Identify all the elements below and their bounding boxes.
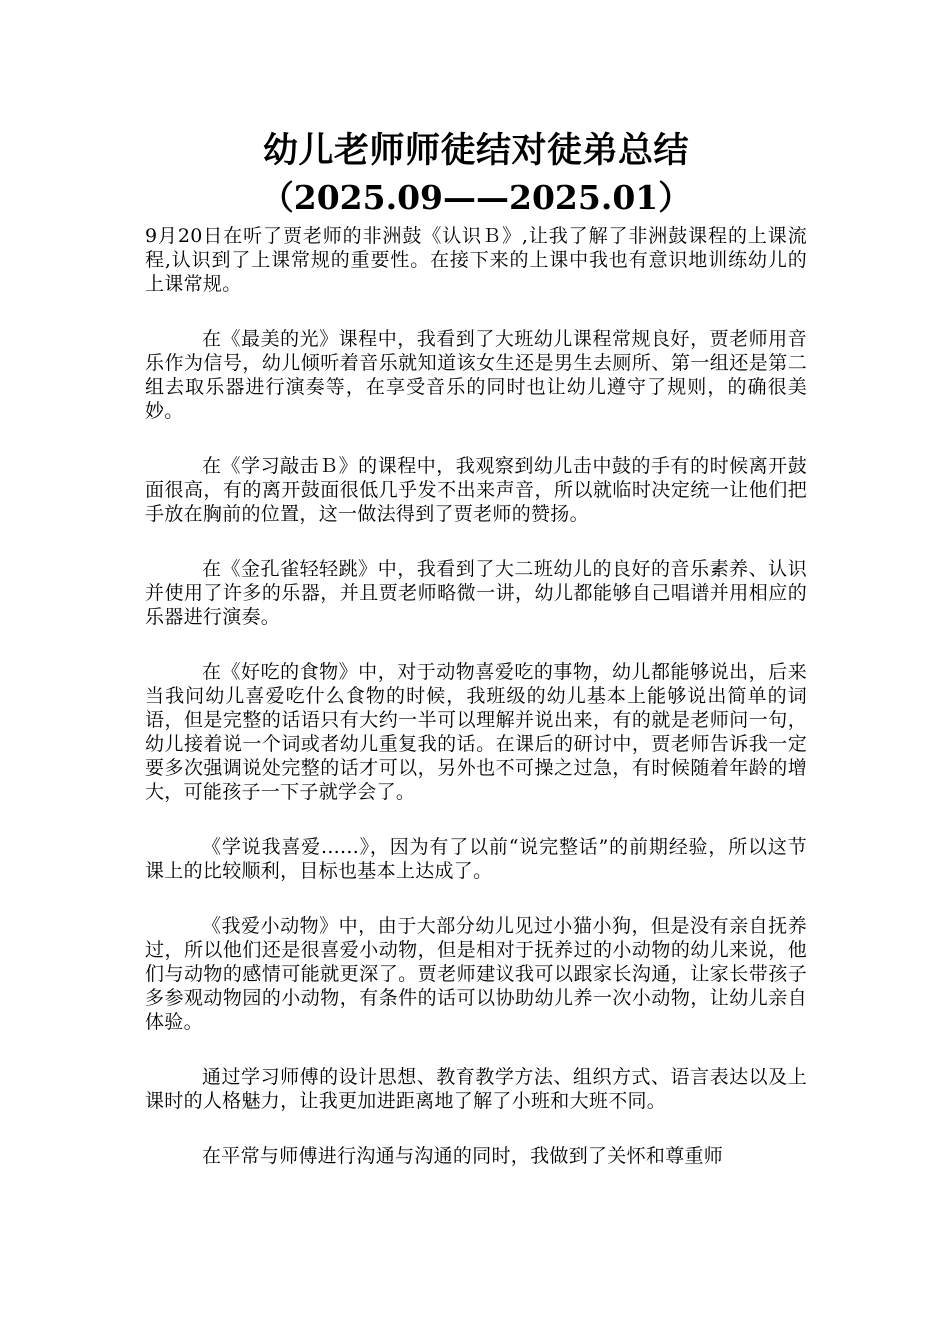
paragraph: 9月20日在听了贾老师的非洲鼓《认识Ｂ》,让我了解了非洲鼓课程的上课流程,认识到了上课常规的重要性。在接下来的上课中我也有意识地训练幼儿的上课常规。 xyxy=(145,225,807,295)
paragraph: 在《好吃的食物》中，对于动物喜爱吃的事物，幼儿都能够说出，后来当我问幼儿喜爱吃什么食物的时候，我班级的幼儿基本上能够说出简单的词语，但是完整的话语只有大约一半可以理解并说出来，有的就是老师问一句，幼儿接着说一个词或者幼儿重复我的话。在课后的研讨中，贾老师告诉我一定要多次强调说处完整的话才可以，另外也不可操之过急，有时候随着年龄的增大，可能孩子一下子就学会了。 xyxy=(145,661,807,803)
document-date-range: （2025.09——2025.01） xyxy=(260,178,692,217)
paragraph: 在《金孔雀轻轻跳》中，我看到了大二班幼儿的良好的音乐素养、认识并使用了许多的乐器，并且贾老师略微一讲，幼儿都能够自己唱谱并用相应的乐器进行演奏。 xyxy=(145,558,807,628)
paragraph: 在《学习敲击Ｂ》的课程中，我观察到幼儿击中鼓的手有的时候离开鼓面很高，有的离开鼓面很低几乎发不出来声音，所以就临时决定统一让他们把手放在胸前的位置，这一做法得到了贾老师的赞扬。 xyxy=(145,455,807,525)
paragraph: 《学说我喜爱......》，因为有了以前“说完整话”的前期经验，所以这节课上的比较顺利，目标也基本上达成了。 xyxy=(145,836,807,882)
paragraph: 在《最美的光》课程中，我看到了大班幼儿课程常规良好，贾老师用音乐作为信号，幼儿倾听着音乐就知道该女生还是男生去厕所、第一组还是第二组去取乐器进行演奏等，在享受音乐的同时也让幼儿遵守了规则，的确很美妙。 xyxy=(145,328,807,422)
paragraph: 通过学习师傅的设计思想、教育教学方法、组织方式、语言表达以及上课时的人格魅力，让我更加进距离地了解了小班和大班不同。 xyxy=(145,1066,807,1112)
paragraph: 《我爱小动物》中，由于大部分幼儿见过小猫小狗，但是没有亲自抚养过，所以他们还是很喜爱小动物，但是相对于抚养过的小动物的幼儿来说，他们与动物的感情可能就更深了。贾老师建议我可以跟家长沟通，让家长带孩子多参观动物园的小动物，有条件的话可以协助幼儿养一次小动物，让幼儿亲自体验。 xyxy=(145,915,807,1033)
paragraph: 在平常与师傅进行沟通与沟通的同时，我做到了关怀和尊重师 xyxy=(202,1145,724,1167)
document-page xyxy=(145,128,807,1168)
document-title: 幼儿老师师徒结对徒弟总结 xyxy=(262,130,689,171)
